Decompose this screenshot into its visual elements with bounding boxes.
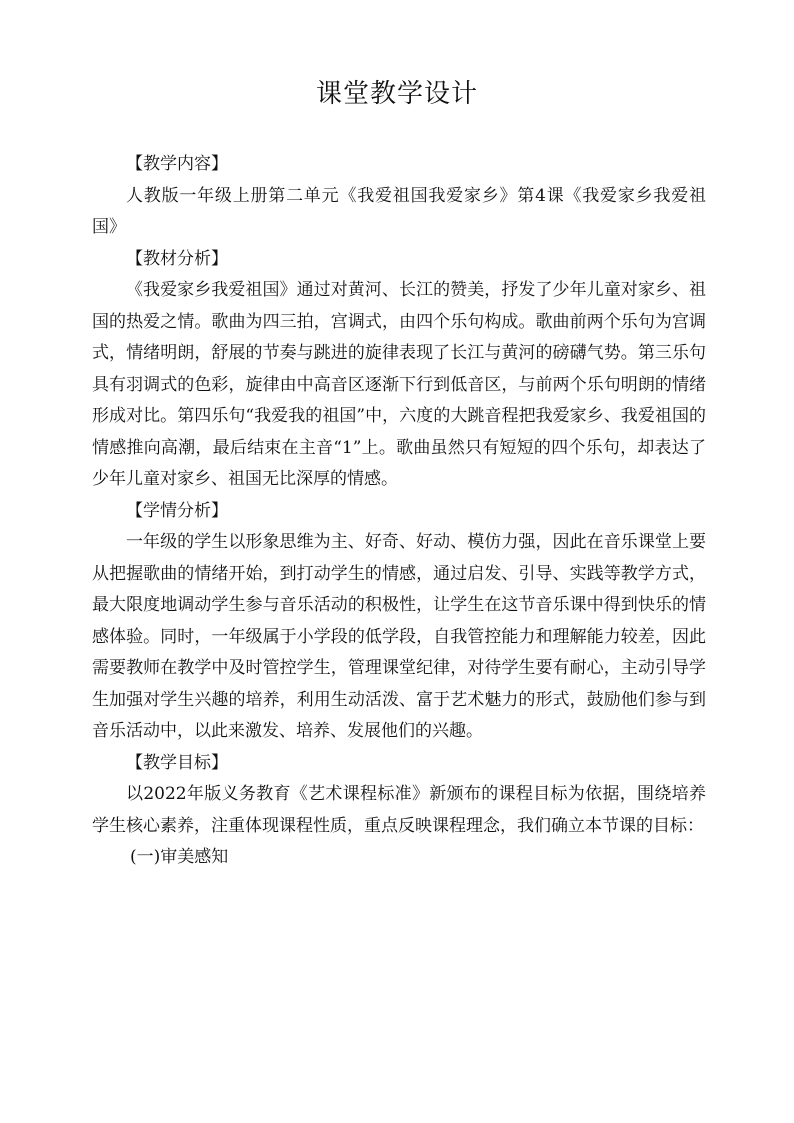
paragraph-teaching-objectives: 以2022年版义务教育《艺术课程标准》新颁布的课程目标为依据，围绕培养学生核心素养，注重体现课程性质，重点反映课程理念，我们确立本节课的目标： bbox=[92, 784, 706, 836]
document-title: 课堂教学设计 bbox=[315, 79, 478, 109]
paragraph-teaching-content: 人教版一年级上册第二单元《我爱祖国我爱家乡》第4课《我爱家乡我爱祖国》 bbox=[92, 185, 706, 237]
section-heading-material-analysis: 【教材分析】 bbox=[126, 248, 228, 269]
section-heading-teaching-content: 【教学内容】 bbox=[126, 154, 228, 174]
paragraph-learner-analysis: 一年级的学生以形象思维为主、好奇、好动、模仿力强，因此在音乐课堂上要从把握歌曲的情绪开始，到打动学生的情感，通过启发、引导、实践等教学方式，最大限度地调动学生参与音乐活动的积极性，让学生在这节音乐课中得到快乐的情感体验。同时，一年级属于小学段的低学段，自我管控能力和理解能力较差，因此需要教师在教学中及时管控学生，管理课堂纪律，对待学生要有耐心，主动引导学生加强对学生兴趣的培养，利用生动活泼、富于艺术魅力的形式，鼓励他们参与到音乐活动中，以此来激发、培养、发展他们的兴趣。 bbox=[92, 532, 706, 741]
section-heading-learner-analysis: 【学情分析】 bbox=[126, 500, 228, 521]
objective-subheading-aesthetic-perception: (一)审美感知 bbox=[130, 847, 229, 867]
document-body bbox=[92, 149, 706, 874]
section-heading-teaching-objectives: 【教学目标】 bbox=[126, 752, 228, 773]
paragraph-material-analysis: 《我爱家乡我爱祖国》通过对黄河、长江的赞美，抒发了少年儿童对家乡、祖国的热爱之情。歌曲为四三拍，宫调式，由四个乐句构成。歌曲前两个乐句为宫调式，情绪明朗，舒展的节奏与跳进的旋律表现了长江与黄河的磅礴气势。第三乐句具有羽调式的色彩，旋律由中高音区逐渐下行到低音区，与前两个乐句明朗的情绪形成对比。第四乐句“我爱我的祖国”中，六度的大跳音程把我爱家乡、我爱祖国的情感推向高潮，最后结束在主音“1”上。歌曲虽然只有短短的四个乐句，却表达了少年儿童对家乡、祖国无比深厚的情感。 bbox=[92, 280, 706, 489]
